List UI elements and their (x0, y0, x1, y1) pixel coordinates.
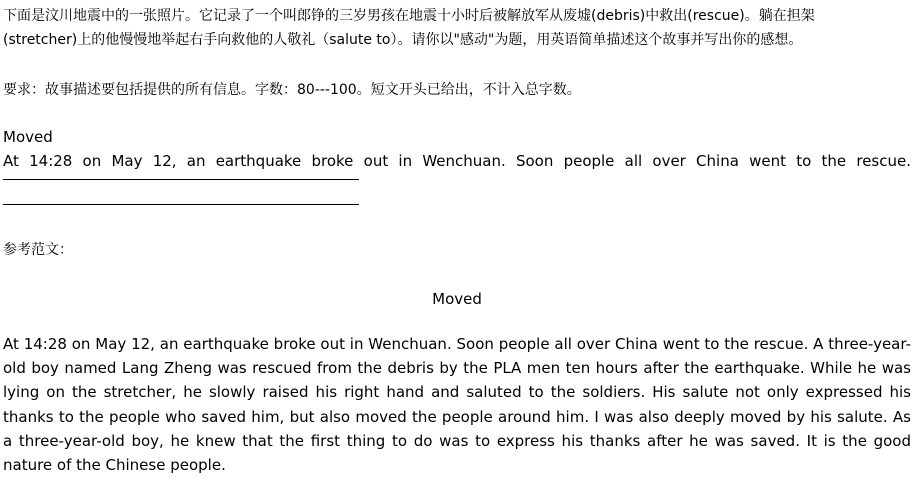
given-title: Moved (3, 128, 53, 146)
reference-essay: At 14:28 on May 12, an earthquake broke out in Wenchuan. Soon people all over China went to the rescue. A three-year-old boy named Lang Zheng was rescued from the debris by the PLA men ten hours after the earthquake. While he was lying on the stretcher, he slowly raised his right hand and saluted to the soldiers. His salute not only expressed his thanks to the people who saved him, but also moved the people around him. I was also deeply moved by his salute. As a three-year-old boy, he knew that the first thing to do was to express his thanks after he was saved. It is the good nature of the Chinese people. (3, 335, 911, 475)
task-requirement: 要求：故事描述要包括提供的所有信息。字数：80---100。短文开头已给出，不计入总字数。 (3, 82, 581, 98)
answer-blank-line (3, 204, 359, 205)
answer-blank-line (3, 179, 359, 180)
task-intro-line-1: 下面是汶川地震中的一张照片。它记录了一个叫郎铮的三岁男孩在地震十小时后被解放军从废墟(debris)中救出(rescue)。躺在担架 (3, 8, 815, 24)
task-intro-line-2: (stretcher)上的他慢慢地举起右手向救他的人敬礼（salute to）。请你以"感动"为题，用英语简单描述这个故事并写出你的感想。 (3, 32, 803, 48)
reference-label: 参考范文： (3, 242, 73, 258)
document-page (3, 4, 911, 477)
reference-title: Moved (432, 290, 482, 308)
given-opening: At 14:28 on May 12, an earthquake broke out in Wenchuan. Soon people all over China went to the rescue. (3, 152, 911, 170)
